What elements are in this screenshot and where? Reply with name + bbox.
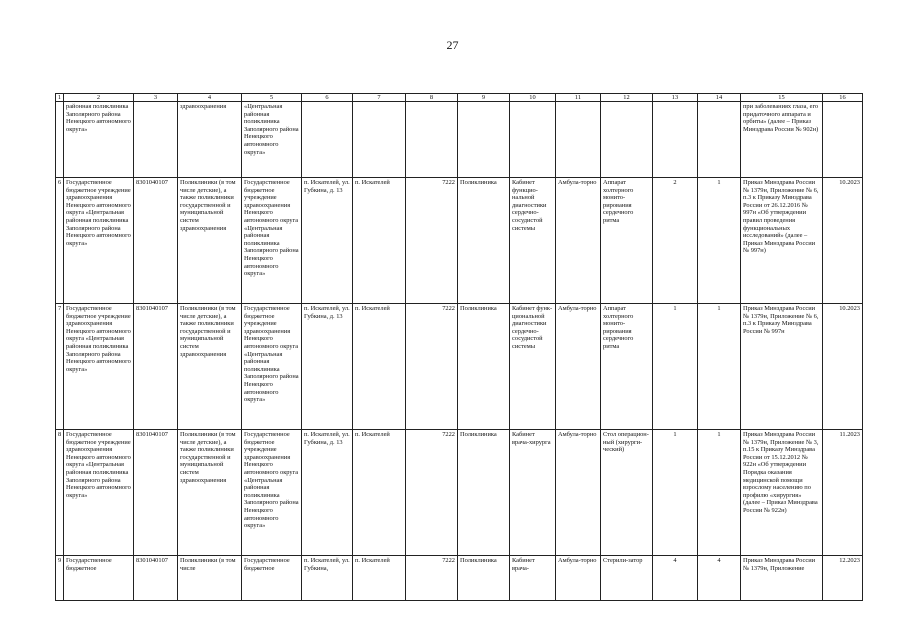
table-row xyxy=(56,430,863,556)
need-cell: 1 xyxy=(653,430,698,556)
code-cell: 8301040107 xyxy=(134,556,178,601)
oktmo-cell: 7222 xyxy=(406,430,458,556)
page-number: 27 xyxy=(446,38,459,52)
unit-cell: Поликлиника xyxy=(458,304,510,430)
code-cell: 8301040107 xyxy=(134,304,178,430)
facility-name-cell: Государственное бюджетное xyxy=(242,556,302,601)
date-cell: 10.2023 xyxy=(823,304,863,430)
care-form-cell: Амбула-торно xyxy=(556,304,601,430)
locality-cell: п. Искателей xyxy=(353,178,406,304)
basis-cell: Приказ Минздрава России № 1379н, Приложение xyxy=(741,556,823,601)
locality-cell xyxy=(353,102,406,178)
column-number: 11 xyxy=(556,94,601,102)
care-form-cell: Амбула-торно xyxy=(556,556,601,601)
address-cell: п. Искателей, ул. Губкина, д. 13 xyxy=(302,304,353,430)
column-number: 12 xyxy=(601,94,653,102)
facility-name-cell: Государственное бюджетное учреждение здравоохранения Ненецкого автономного округа «Центральная районная поликлиника Заполярного района Ненецкого автономного округа» xyxy=(242,430,302,556)
row-number: 6 xyxy=(56,178,64,304)
unit-cell xyxy=(458,102,510,178)
facility-type-cell: здравоохранения xyxy=(178,102,242,178)
quantity-cell: 1 xyxy=(698,430,741,556)
quantity-cell xyxy=(698,102,741,178)
equipment-cell: Стол операцион-ный (хирурги-ческий) xyxy=(601,430,653,556)
table-row xyxy=(56,178,863,304)
date-cell: 12.2023 xyxy=(823,556,863,601)
organization-cell: Государственное бюджетное учреждение здравоохранения Ненецкого автономного округа «Центральная районная поликлиника Заполярного района Ненецкого автономного округа» xyxy=(64,178,134,304)
facility-type-cell: Поликлиники (в том числе детские), а также поликлиники государственной и муниципальной систем здравоохранения xyxy=(178,178,242,304)
column-number: 10 xyxy=(510,94,556,102)
row-number: 9 xyxy=(56,556,64,601)
basis-cell: Приказ Минздрава России № 1379н, Приложение № 6, п.3 к Приказу Минздрава России № 997н xyxy=(741,304,823,430)
column-number: 16 xyxy=(823,94,863,102)
oktmo-cell xyxy=(406,102,458,178)
need-cell: 4 xyxy=(653,556,698,601)
column-number: 13 xyxy=(653,94,698,102)
row-number: 7 xyxy=(56,304,64,430)
date-cell xyxy=(823,102,863,178)
oktmo-cell: 7222 xyxy=(406,556,458,601)
facility-name-cell: Государственное бюджетное учреждение здравоохранения Ненецкого автономного округа «Центральная районная поликлиника Заполярного района Ненецкого автономного округа» xyxy=(242,178,302,304)
row-number: 8 xyxy=(56,430,64,556)
cabinet-cell: Кабинет врача-хирурга xyxy=(510,430,556,556)
facility-type-cell: Поликлиники (в том числе детские), а также поликлиники государственной и муниципальной систем здравоохранения xyxy=(178,304,242,430)
unit-cell: Поликлиника xyxy=(458,178,510,304)
equipment-cell: Стерили-затор xyxy=(601,556,653,601)
oktmo-cell: 7222 xyxy=(406,178,458,304)
equipment-cell xyxy=(601,102,653,178)
column-number-row xyxy=(56,94,863,102)
code-cell: 8301040107 xyxy=(134,178,178,304)
address-cell: п. Искателей, ул. Губкина, xyxy=(302,556,353,601)
table-row xyxy=(56,556,863,601)
address-cell: п. Искателей, ул. Губкина, д. 13 xyxy=(302,178,353,304)
facility-type-cell: Поликлиники (в том числе xyxy=(178,556,242,601)
column-number: 3 xyxy=(134,94,178,102)
cabinet-cell xyxy=(510,102,556,178)
cabinet-cell: Кабинет функцио-нальной диагностики сердечно-сосудистой системы xyxy=(510,178,556,304)
data-table xyxy=(55,93,863,601)
table-row xyxy=(56,304,863,430)
locality-cell: п. Искателей xyxy=(353,304,406,430)
organization-cell: районная поликлиника Заполярного района Ненецкого автономного округа» xyxy=(64,102,134,178)
care-form-cell: Амбула-торно xyxy=(556,430,601,556)
quantity-cell: 1 xyxy=(698,304,741,430)
locality-cell: п. Искателей xyxy=(353,430,406,556)
organization-cell: Государственное бюджетное учреждение здравоохранения Ненецкого автономного округа «Центральная районная поликлиника Заполярного района Ненецкого автономного округа» xyxy=(64,304,134,430)
address-cell: п. Искателей, ул. Губкина, д. 13 xyxy=(302,430,353,556)
oktmo-cell: 7222 xyxy=(406,304,458,430)
column-number: 5 xyxy=(242,94,302,102)
column-number: 8 xyxy=(406,94,458,102)
cabinet-cell: Кабинет врача- xyxy=(510,556,556,601)
date-cell: 11.2023 xyxy=(823,430,863,556)
care-form-cell xyxy=(556,102,601,178)
row-number xyxy=(56,102,64,178)
quantity-cell: 1 xyxy=(698,178,741,304)
column-number: 2 xyxy=(64,94,134,102)
unit-cell: Поликлиника xyxy=(458,430,510,556)
need-cell: 2 xyxy=(653,178,698,304)
unit-cell: Поликлиника xyxy=(458,556,510,601)
basis-cell: Приказ Минздрава России № 1379н, Приложение № 3, п.15 к Приказу Минздрава России от 15.12.2012 № 922н «Об утверждении Порядка оказания медицинской помощи взрослому населению по профилю «хирургия» (далее – Приказ Минздрава России № 922н) xyxy=(741,430,823,556)
code-cell xyxy=(134,102,178,178)
column-number: 9 xyxy=(458,94,510,102)
table-row xyxy=(56,102,863,178)
organization-cell: Государственное бюджетное учреждение здравоохранения Ненецкого автономного округа «Центральная районная поликлиника Заполярного района Ненецкого автономного округа» xyxy=(64,430,134,556)
column-number: 14 xyxy=(698,94,741,102)
organization-cell: Государственное бюджетное xyxy=(64,556,134,601)
column-number: 6 xyxy=(302,94,353,102)
column-number: 7 xyxy=(353,94,406,102)
column-number: 15 xyxy=(741,94,823,102)
facility-name-cell: Государственное бюджетное учреждение здравоохранения Ненецкого автономного округа «Центральная районная поликлиника Заполярного района Ненецкого автономного округа» xyxy=(242,304,302,430)
cabinet-cell: Кабинет функ-циональной диагностики сердечно-сосудистой системы xyxy=(510,304,556,430)
facility-type-cell: Поликлиники (в том числе детские), а также поликлиники государственной и муниципальной систем здравоохранения xyxy=(178,430,242,556)
basis-cell: Приказ Минздрава России № 1379н, Приложение № 6, п.3 к Приказу Минздрава России от 26.12.2016 № 997н «Об утверждении правил проведения функциональных исследований» (далее – Приказ Минздрава России № 997н) xyxy=(741,178,823,304)
column-number: 4 xyxy=(178,94,242,102)
date-cell: 10.2023 xyxy=(823,178,863,304)
column-number: 1 xyxy=(56,94,64,102)
need-cell: 1 xyxy=(653,304,698,430)
basis-cell: при заболеваниях глаза, его придаточного аппарата и орбиты» (далее – Приказ Минздрава России № 902н) xyxy=(741,102,823,178)
facility-name-cell: «Центральная районная поликлиника Заполярного района Ненецкого автономного округа» xyxy=(242,102,302,178)
address-cell xyxy=(302,102,353,178)
locality-cell: п. Искателей xyxy=(353,556,406,601)
code-cell: 8301040107 xyxy=(134,430,178,556)
equipment-cell: Аппарат холтерного монито-рирования сердечного ритма xyxy=(601,304,653,430)
quantity-cell: 4 xyxy=(698,556,741,601)
need-cell xyxy=(653,102,698,178)
equipment-cell: Аппарат холтерного монито-рирования сердечного ритма xyxy=(601,178,653,304)
care-form-cell: Амбула-торно xyxy=(556,178,601,304)
